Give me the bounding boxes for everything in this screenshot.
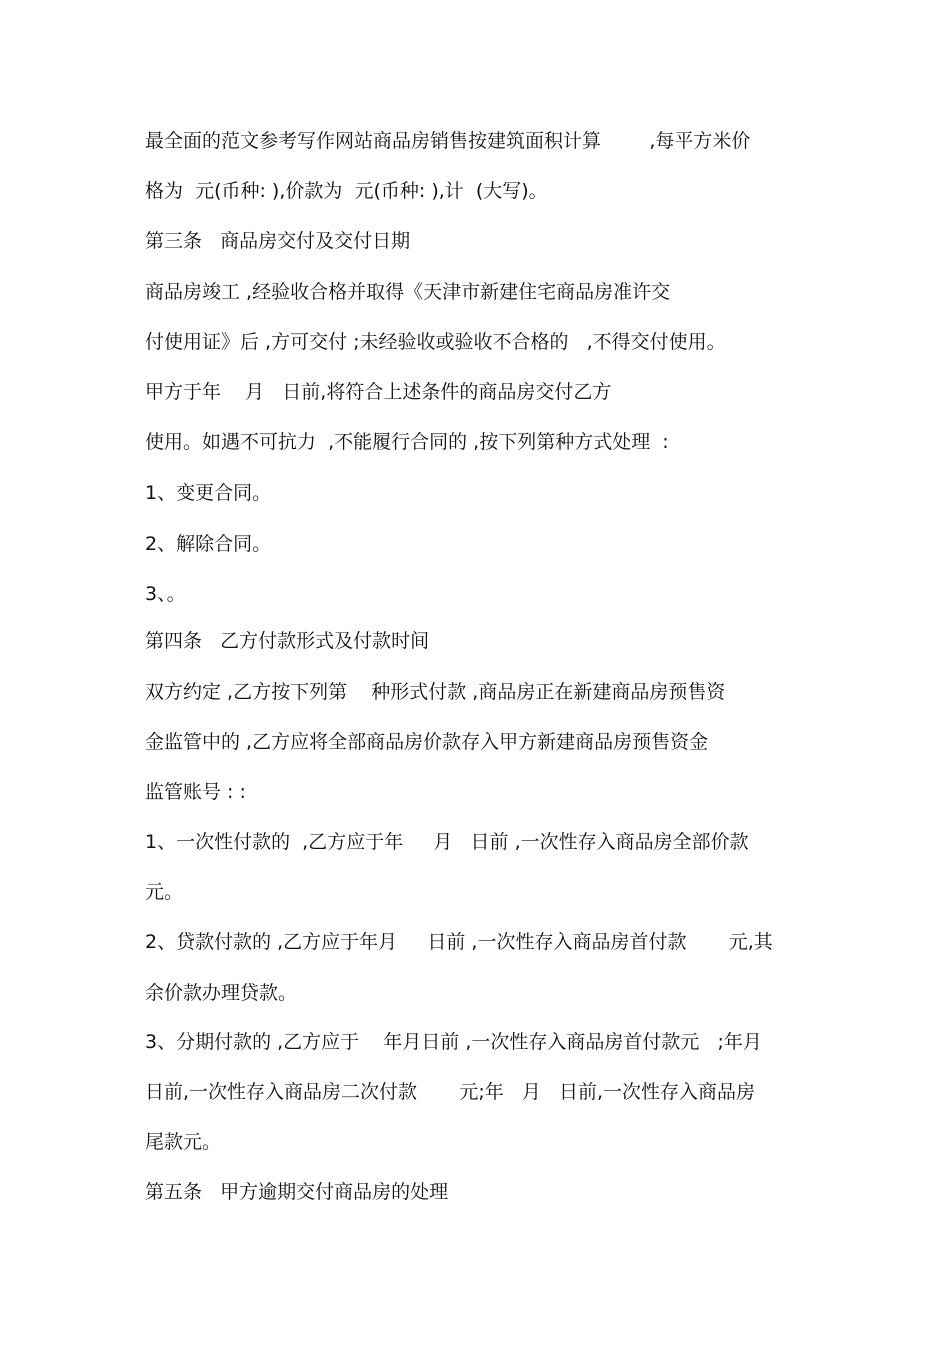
list-item: 2、贷款付款的 ,乙方应于年月 日前 ,一次性存入商品房首付款 元,其	[145, 931, 773, 953]
text-line: 日前,一次性存入商品房二次付款 元;年 月 日前,一次性存入商品房	[145, 1081, 755, 1103]
section-heading: 第三条 商品房交付及交付日期	[145, 230, 411, 252]
text-line: 金监管中的 ,乙方应将全部商品房价款存入甲方新建商品房预售资金	[145, 731, 709, 753]
text-line: 最全面的范文参考写作网站商品房销售按建筑面积计算 ,每平方米价	[145, 130, 751, 152]
text-line: 双方约定 ,乙方按下列第 种形式付款 ,商品房正在新建商品房预售资	[145, 681, 726, 703]
text-line: 余价款办理贷款。	[145, 982, 298, 1004]
text-line: 格为 元(币种: ),价款为 元(币种: ),计 (大写)。	[145, 180, 548, 202]
text-line: 甲方于年 月 日前,将符合上述条件的商品房交付乙方	[145, 381, 612, 403]
section-heading: 第四条 乙方付款形式及付款时间	[145, 630, 430, 652]
list-item: 1、变更合同。	[145, 482, 272, 504]
list-item: 2、解除合同。	[145, 533, 272, 555]
text-line: 元。	[145, 881, 184, 903]
list-item: 3、分期付款的 ,乙方应于 年月日前 ,一次性存入商品房首付款元 ;年月	[145, 1031, 762, 1053]
text-line: 付使用证》后 ,方可交付 ;未经验收或验收不合格的 ,不得交付使用。	[145, 331, 726, 353]
text-line: 监管账号 : :	[145, 781, 246, 803]
list-item: 1、一次性付款的 ,乙方应于年 月 日前 ,一次性存入商品房全部价款	[145, 831, 749, 853]
text-line: 使用。如遇不可抗力 ,不能履行合同的 ,按下列第种方式处理 :	[145, 431, 669, 453]
text-line: 尾款元。	[145, 1131, 222, 1153]
list-item: 3、。	[145, 583, 186, 605]
section-heading: 第五条 甲方逾期交付商品房的处理	[145, 1181, 449, 1203]
text-line: 商品房竣工 ,经验收合格并取得《天津市新建住宅商品房准许交	[145, 281, 671, 303]
